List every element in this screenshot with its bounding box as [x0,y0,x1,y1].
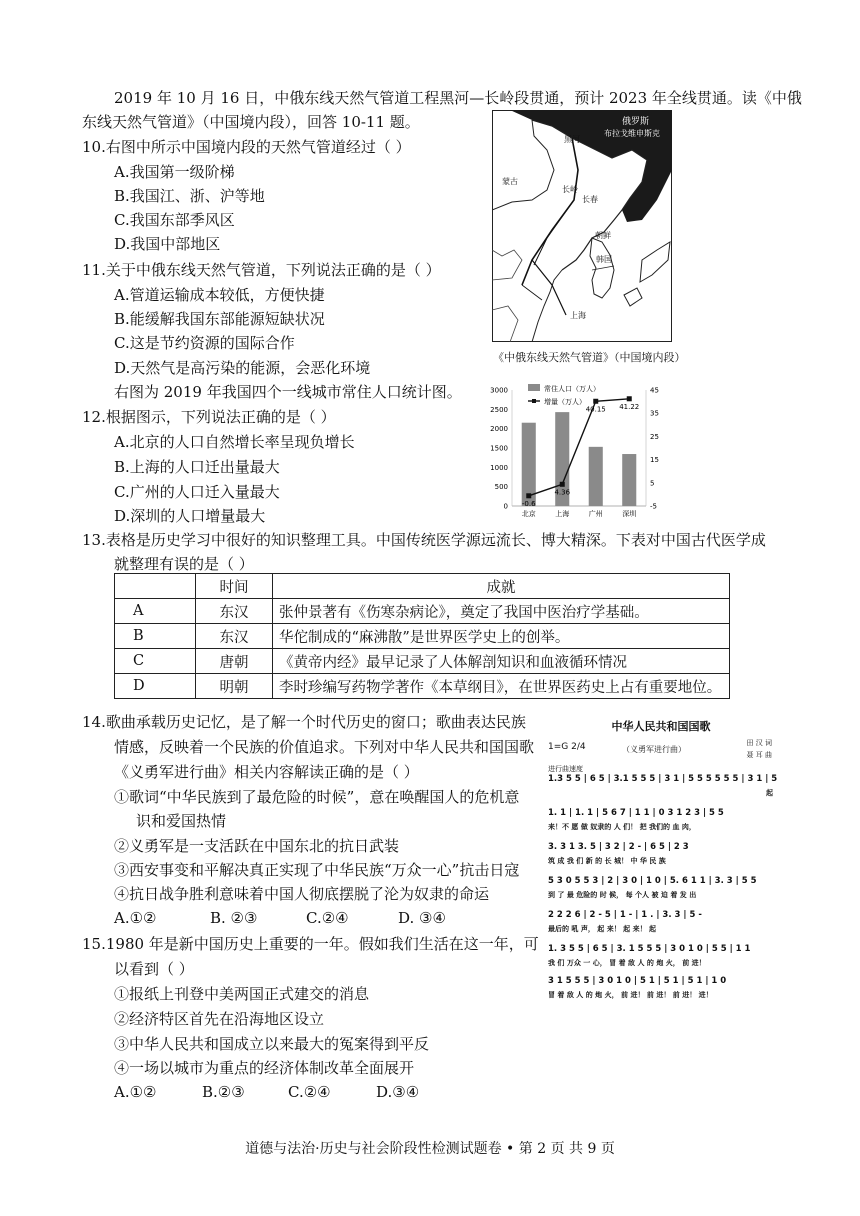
q10-option-b: B.我国江、浙、沪等地 [114,187,265,205]
category-label: 北京 [521,510,536,518]
q15-item-3: ③中华人民共和国成立以来最大的冤案得到平反 [114,1035,430,1053]
intro-line-2: 东线天然气管道》（中国境内段），回答 10-11 题。 [82,113,420,131]
anthem-subtitle: （义勇军进行曲） [622,745,686,754]
increment-point [593,399,598,404]
q14-option-c: C.②④ [306,909,349,927]
q15-item-4: ④一场以城市为重点的经济体制改革全面展开 [114,1059,415,1077]
table-cell: 东汉 [196,624,273,649]
map-label-origin: 布拉戈维申斯克 [604,129,660,138]
table-cell: D [115,674,196,699]
table-cell: 唐朝 [196,649,273,674]
table-cell: 张仲景著有《伤寒杂病论》，奠定了我国中医治疗学基础。 [273,599,730,624]
right-tick-label: 45 [650,386,659,395]
medicine-table [114,573,730,699]
q15-option-b: B.②③ [202,1083,245,1101]
increment-line [529,399,630,496]
table-row [115,649,730,674]
anthem-composer: 聂 耳 曲 [746,751,772,759]
q11-option-d: D.天然气是高污染的能源，会恶化环境 [114,359,371,377]
table-header-cell [115,574,196,599]
table-cell: 《黄帝内经》最早记录了人体解剖知识和血液循环情况 [273,649,730,674]
table-row [115,624,730,649]
increment-point [526,493,531,498]
anthem-score [544,712,778,1002]
score-notes-line: 1. 1 | 1. 1 | 5 6 7 | 1 1 | 0 3 1 2 3 | 5 5 [548,808,724,818]
score-lyrics-line: 起 [766,789,773,797]
increment-point [560,482,565,487]
q14-item-3: ③西安事变和平解决真正实现了中华民族“万众一心”抗击日寇 [114,861,520,879]
q15-option-d: D.③④ [376,1083,420,1101]
legend-line-label: 增量（万人） [544,398,586,406]
q14-item-1b: 识和爱国热情 [136,812,227,830]
score-lyrics-line: 来！不 愿 做 奴隶的 人 们！ 把 我们的 血 肉， [548,823,696,831]
category-label: 广州 [588,510,603,518]
map-label-heihe: 黑河 [564,135,580,144]
increment-data-label: -0.6 [521,499,536,508]
map-label-changchun: 长春 [582,195,598,204]
right-tick-label: 25 [650,432,659,441]
table-header-cell: 成就 [273,574,730,599]
q12-stem: 12.根据图示，下列说法正确的是（ ） [82,408,336,426]
table-row [115,599,730,624]
anthem-key: 1=G 2/4 [548,742,586,752]
legend-bar-label: 常住人口（万人） [544,385,600,393]
score-lyrics-line: 筑 成 我 们 新 的 长 城！ 中 华 民 族 [548,857,666,865]
right-tick-label: -5 [650,502,657,511]
right-tick-label: 35 [650,409,659,418]
table-header-cell: 时间 [196,574,273,599]
score-notes-line: 1.3 5 5 | 6 5 | 3.1 5 5 5 | 3 1 | 5 5 5 5 5 5 | 3 1 | 5 [548,774,778,784]
increment-point [627,396,632,401]
q15-item-2: ②经济特区首先在沿海地区设立 [114,1010,325,1028]
table-cell: C [115,649,196,674]
q14-stem-line-3: 《义勇军进行曲》相关内容解读正确的是（ ） [114,763,419,781]
q14-item-1a: ①歌词“中华民族到了最危险的时候”，意在唤醒国人的危机意 [114,788,520,806]
score-lyrics-line: 最后的 吼 声， 起 来！ 起 来！ 起 [548,925,657,933]
table-header-row [115,574,730,599]
right-tick-label: 5 [650,479,655,488]
q15-item-1: ①报纸上刊登中美两国正式建交的消息 [114,985,370,1003]
q14-item-4: ④抗日战争胜利意味着中国人彻底摆脱了沦为奴隶的命运 [114,885,490,903]
bar [622,454,636,506]
q14-stem-line-1: 14.歌曲承载历史记忆，是了解一个时代历史的窗口；歌曲表达民族 [82,713,526,731]
q10-stem: 10.右图中所示中国境内段的天然气管道经过（ ） [82,138,411,156]
q11-option-b: B.能缓解我国东部能源短缺状况 [114,310,325,328]
q10-option-a: A.我国第一级阶梯 [114,163,235,181]
pipeline-map [492,110,672,342]
anthem-lyricist: 田 汉 词 [746,739,772,747]
right-tick-label: 15 [650,456,659,465]
chart-legend [528,384,600,406]
score-lyrics-line: 我 们 万众 一 心， 冒 着 敌 人 的 炮 火， 前 进！ [548,959,706,967]
left-tick-label: 2000 [490,425,508,434]
chart-intro: 右图为 2019 年我国四个一线城市常住人口统计图。 [114,383,462,401]
anthem-title: 中华人民共和国国歌 [611,720,711,733]
left-tick-label: 2500 [490,405,508,414]
score-lyrics-line: 冒 着 敌 人 的 炮 火， 前 进！ 前 进！ 前 进！ 进！ [548,991,713,999]
table-cell: B [115,624,196,649]
bar [589,447,603,506]
q14-option-a: A.①② [114,909,157,927]
left-tick-label: 500 [494,483,508,492]
table-cell: 华佗制成的“麻沸散”是世界医学史上的创举。 [273,624,730,649]
q15-option-a: A.①② [114,1083,157,1101]
q14-stem-line-2: 情感，反映着一个民族的价值追求。下列对中华人民共和国国歌 [114,738,535,756]
q12-option-d: D.深圳的人口增量最大 [114,507,266,525]
legend-line-marker [532,399,536,403]
anthem-tempo: 进行曲速度 [548,765,583,773]
table-cell: 明朝 [196,674,273,699]
increment-data-label: 41.22 [619,402,640,411]
score-notes-line: 2 2 2 6 | 2 - 5 | 1 - | 1 . | 3. 3 | 5 - [548,910,702,920]
score-notes-line: 3. 3 1 3. 5 | 3 2 | 2 - | 6 5 | 2 3 [548,842,689,852]
map-label-shanghai: 上海 [570,311,586,320]
page-footer: 道德与法治·历史与社会阶段性检测试题卷 • 第 2 页 共 9 页 [245,1141,615,1157]
q15-stem-line-1: 15.1980 年是新中国历史上重要的一年。假如我们生活在这一年，可 [82,935,539,953]
score-notes-line: 3 1 5 5 5 | 3 0 1 0 | 5 1 | 5 1 | 5 1 | 1 0 [548,976,727,986]
map-label-changling: 长岭 [562,185,578,194]
q12-option-b: B.上海的人口迁出量最大 [114,458,280,476]
q12-option-a: A.北京的人口自然增长率呈现负增长 [114,433,355,451]
legend-bar-swatch [528,384,540,391]
q15-option-c: C.②④ [288,1083,331,1101]
category-label: 深圳 [622,510,637,518]
map-caption: 《中俄东线天然气管道》（中国境内段） [493,351,686,364]
map-label-south-korea: 韩国 [596,255,612,264]
table-cell: 东汉 [196,599,273,624]
q11-stem: 11.关于中俄东线天然气管道，下列说法正确的是（ ） [82,261,441,279]
increment-data-label: 40.15 [585,405,606,414]
left-tick-label: 0 [503,502,508,511]
q12-option-c: C.广州的人口迁入量最大 [114,483,280,501]
left-tick-label: 1500 [490,444,508,453]
map-label-mongolia: 蒙古 [502,177,518,186]
increment-data-label: 4.36 [554,488,571,497]
q14-item-2: ②义勇军是一支活跃在中国东北的抗日武装 [114,837,400,855]
population-chart [478,380,678,526]
q11-option-a: A.管道运输成本较低，方便快捷 [114,286,325,304]
q13-stem-line-2: 就整理有误的是（ ） [114,555,254,573]
map-label-north-korea: 朝鲜 [595,231,611,240]
table-cell: A [115,599,196,624]
score-notes-line: 5 3 0 5 5 3 | 2 | 3 0 | 1 0 | 5. 6 1 1 | 3. 3 | 5 5 [548,876,757,886]
q10-option-d: D.我国中部地区 [114,235,221,253]
q15-stem-line-2: 以看到（ ） [114,960,194,978]
intro-line-1: 2019 年 10 月 16 日，中俄东线天然气管道工程黑河—长岭段贯通，预计 2023 年全线贯通。读《中俄 [114,89,802,107]
left-tick-label: 1000 [490,463,508,472]
q11-option-c: C.这是节约资源的国际合作 [114,334,295,352]
category-label: 上海 [555,510,570,518]
left-tick-label: 3000 [490,386,508,395]
map-label-russia: 俄罗斯 [622,117,650,127]
table-cell: 李时珍编写药物学著作《本草纲目》，在世界医药史上占有重要地位。 [273,674,730,699]
table-row [115,674,730,699]
score-notes-line: 1. 3 5 5 | 6 5 | 3. 1 5 5 5 | 3 0 1 0 | 5 5 | 1 1 [548,944,751,954]
q14-option-d: D. ③④ [398,909,446,927]
q13-stem-line-1: 13.表格是历史学习中很好的知识整理工具。中国传统医学源远流长、博大精深。下表对中国古代医学成 [82,531,766,549]
q14-option-b: B. ②③ [210,909,258,927]
score-lyrics-line: 到 了 最 危险的 时 候， 每 个人 被 迫 着 发 出 [548,891,697,899]
q10-option-c: C.我国东部季风区 [114,211,235,229]
